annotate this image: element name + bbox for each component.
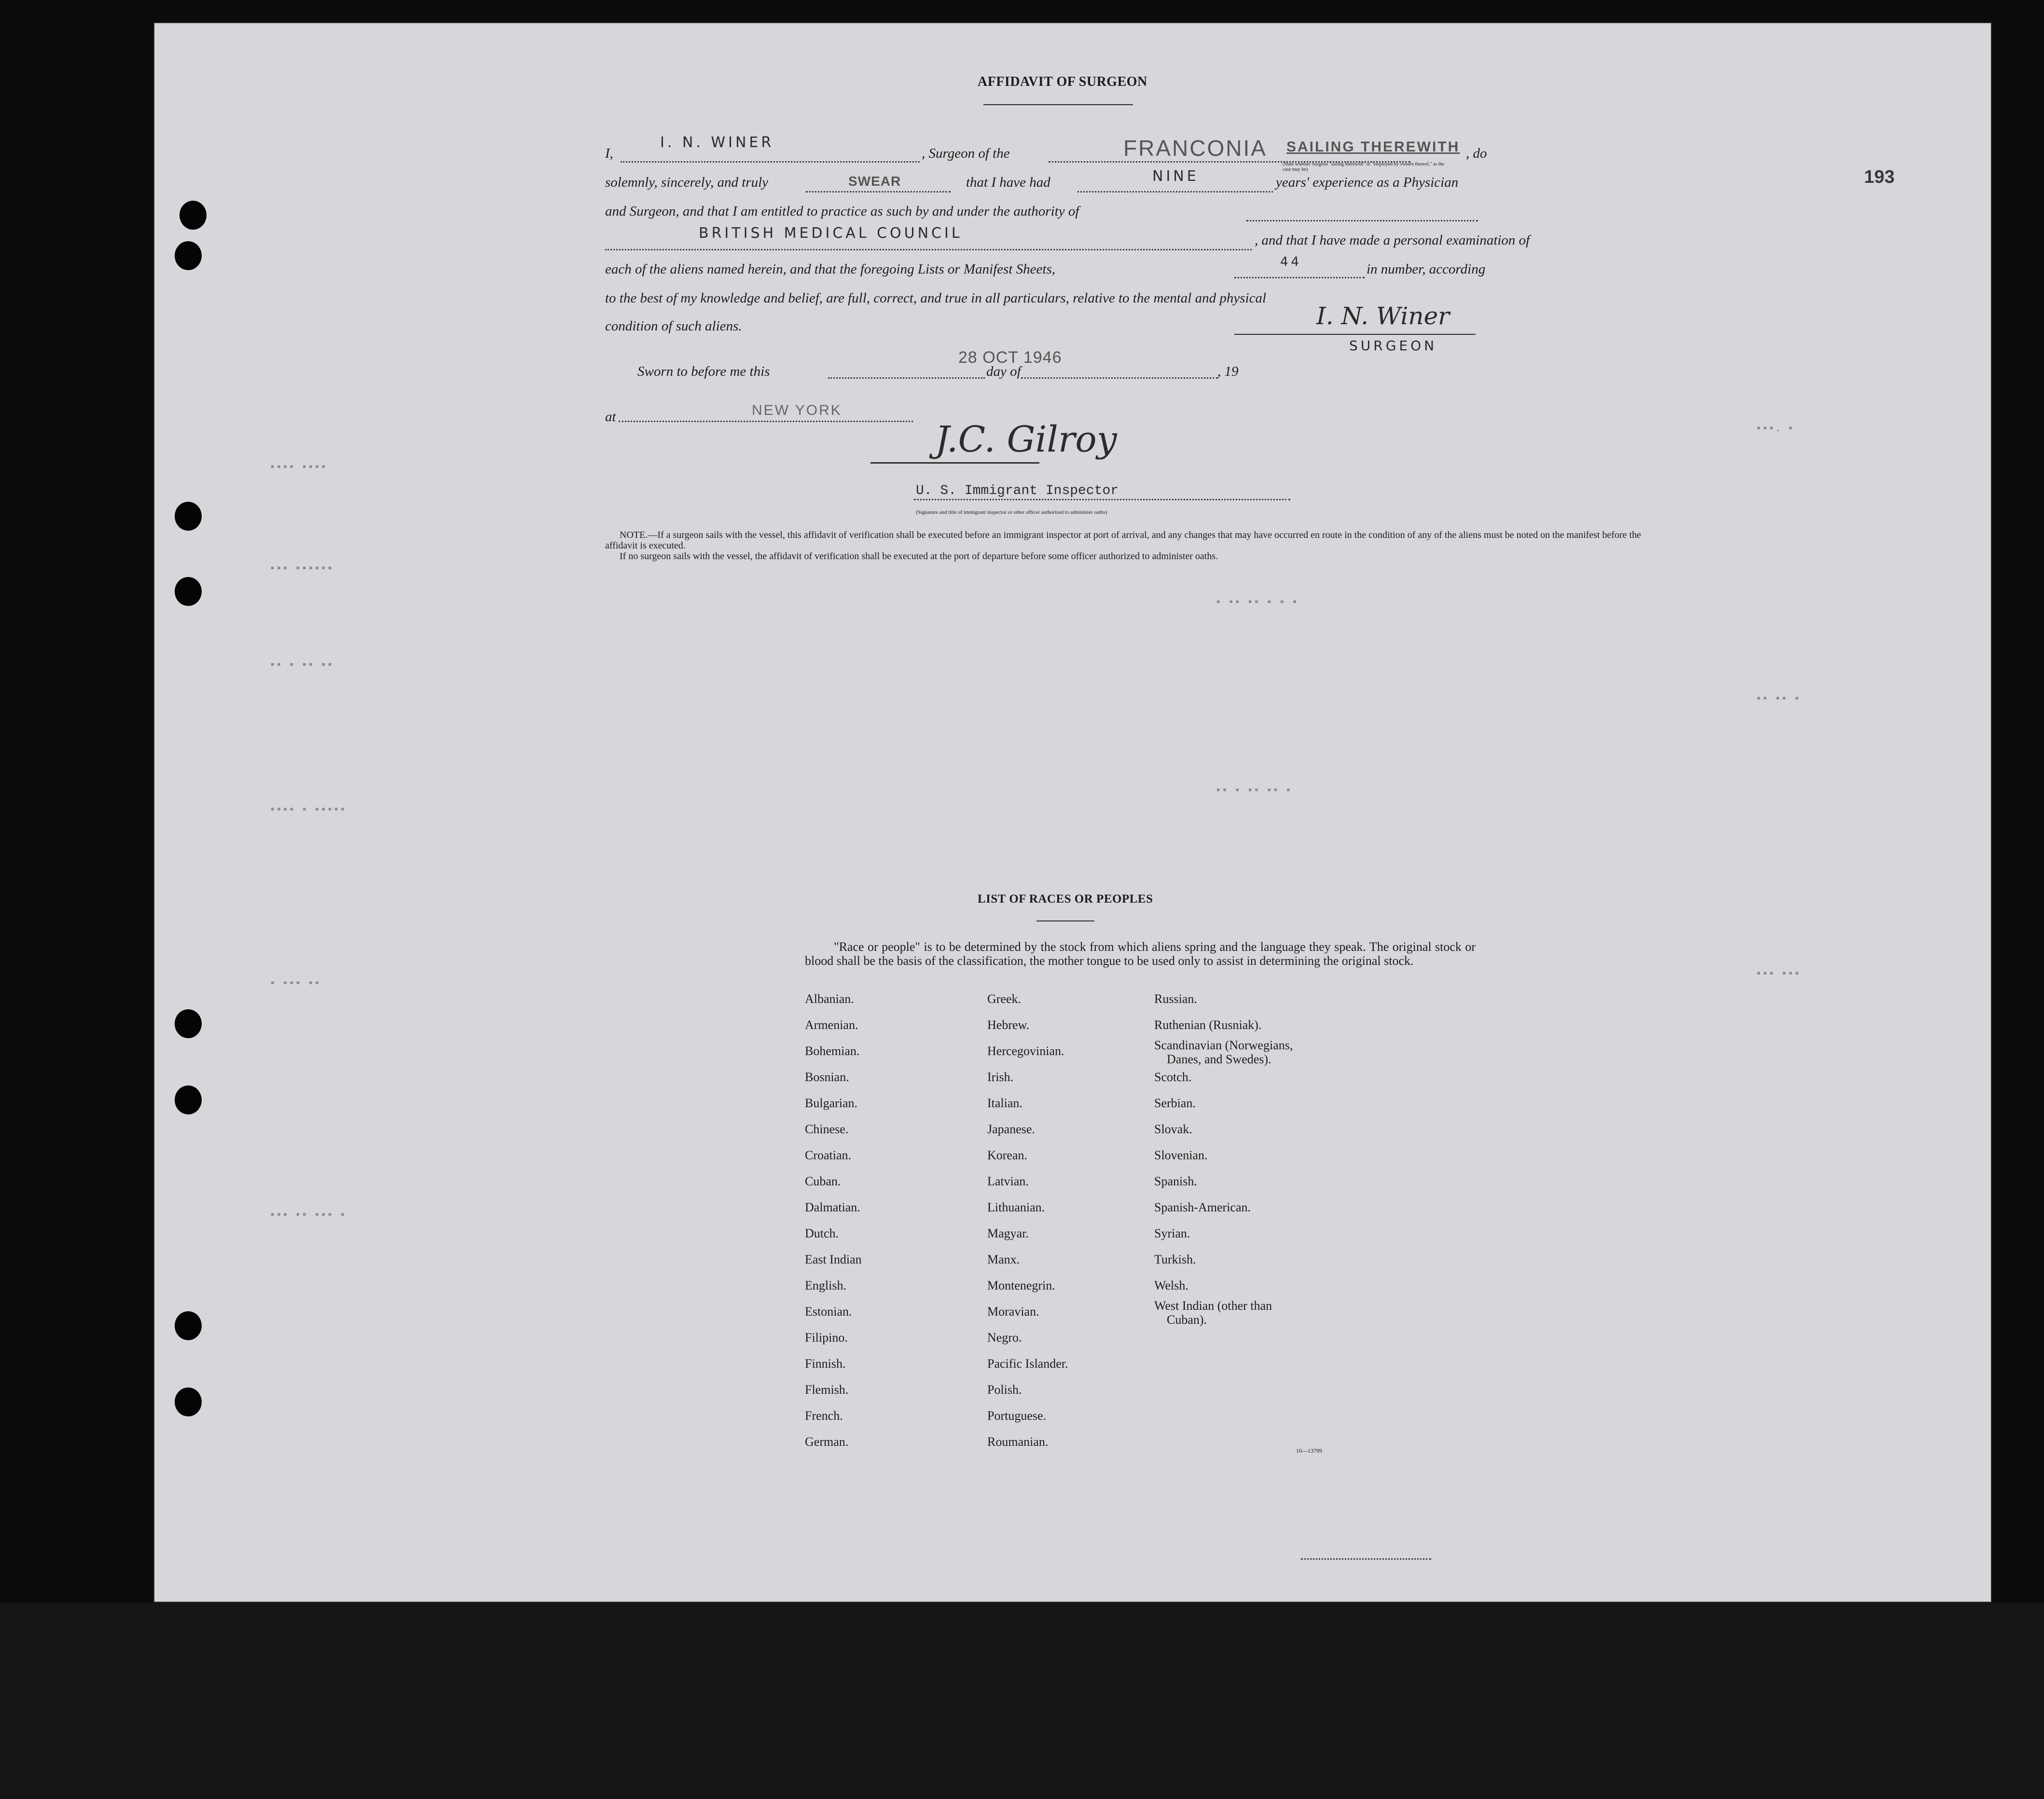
race-item: French. xyxy=(805,1409,843,1423)
bleed-through-mark: ▪▪▪. ▪ xyxy=(1755,423,1794,435)
title-rule xyxy=(983,104,1133,105)
blank-line xyxy=(1077,191,1273,192)
race-item: Irish. xyxy=(987,1070,1014,1084)
blank-line xyxy=(1021,377,1218,379)
at-label: at xyxy=(605,409,616,425)
race-item: German. xyxy=(805,1435,849,1449)
authority: BRITISH MEDICAL COUNCIL xyxy=(699,225,963,242)
bleed-through-mark: ▪▪ ▪ ▪▪ ▪▪ ▪ xyxy=(1215,784,1292,797)
race-item: Slovak. xyxy=(1154,1122,1192,1136)
race-item: Dutch. xyxy=(805,1226,839,1240)
signature-title: SURGEON xyxy=(1349,338,1437,354)
race-item: Flemish. xyxy=(805,1383,849,1397)
blank-line xyxy=(1246,220,1478,221)
surgeon-note xyxy=(605,530,1672,562)
race-item: Moravian. xyxy=(987,1305,1039,1318)
binder-hole xyxy=(175,577,202,606)
blank-line xyxy=(621,161,920,163)
race-item: Italian. xyxy=(987,1096,1022,1110)
inspector-note: (Signature and title of immigrant inspector or other officer authorized to administer oaths) xyxy=(916,509,1107,515)
race-item: Greek. xyxy=(987,992,1022,1006)
page-number: 193 xyxy=(1864,167,1895,187)
races-column-3 xyxy=(1154,986,1293,1327)
races-rule xyxy=(1036,920,1094,921)
inspector-title: U. S. Immigrant Inspector xyxy=(916,483,1119,498)
affidavit-text: in number, according xyxy=(1367,261,1486,277)
bleed-through-mark: ▪ ▪▪▪ ▪▪ xyxy=(269,977,320,989)
bleed-through-mark: ▪ ▪▪ ▪▪ ▪ ▪ ▪ xyxy=(1215,596,1298,608)
races-title: LIST OF RACES OR PEOPLES xyxy=(978,893,1153,906)
bleed-through-mark: ▪▪▪ ▪▪ ▪▪▪ ▪ xyxy=(269,1209,346,1221)
manifest-page xyxy=(153,22,1992,1603)
race-item: English. xyxy=(805,1278,846,1292)
race-item: Syrian. xyxy=(1154,1226,1190,1240)
affidavit-text: solemnly, sincerely, and truly xyxy=(605,175,769,190)
race-item: Estonian. xyxy=(805,1305,852,1318)
races-column-2 xyxy=(987,986,1068,1455)
affidavit-text: to the best of my knowledge and belief, are full, correct, and true in all particulars, relative to the mental and physical xyxy=(605,290,1267,306)
form-number: 10—13799 xyxy=(1296,1447,1322,1454)
blank-line xyxy=(828,377,985,379)
race-item: Welsh. xyxy=(1154,1278,1188,1292)
sailing-status: SAILING THEREWITH xyxy=(1286,139,1460,155)
note-paragraph-2: If no surgeon sails with the vessel, the affidavit of verification shall be executed at the port of departure before some officer authorized to administer oaths. xyxy=(620,551,1218,562)
race-item: Bohemian. xyxy=(805,1044,860,1058)
affidavit-text: each of the aliens named herein, and that the foregoing Lists or Manifest Sheets, xyxy=(605,261,1055,277)
affidavit-text: that I have had xyxy=(966,175,1050,190)
race-item: Serbian. xyxy=(1154,1096,1196,1110)
binder-hole xyxy=(175,1311,202,1340)
race-item: Negro. xyxy=(987,1331,1022,1345)
race-item: Japanese. xyxy=(987,1122,1035,1136)
affidavit-title: AFFIDAVIT OF SURGEON xyxy=(978,74,1147,89)
race-item: Manx. xyxy=(987,1252,1020,1266)
binder-hole xyxy=(175,241,202,270)
bleed-through-mark: ▪▪ ▪▪ ▪ xyxy=(1755,693,1800,705)
race-item: Pacific Islander. xyxy=(987,1357,1068,1371)
affidavit-text: I, xyxy=(605,146,613,161)
inspector-line xyxy=(914,499,1290,500)
note-paragraph-1: NOTE.—If a surgeon sails with the vessel, this affidavit of verification shall be executed before an immigrant inspector at port of arrival, and any changes that may have occurred en route in the condition of any of the aliens must be noted on the manifest before the affidavit is executed. xyxy=(605,530,1641,551)
binder-hole xyxy=(175,1009,202,1038)
sworn-text: Sworn to before me this xyxy=(637,364,770,379)
race-item: Montenegrin. xyxy=(987,1278,1055,1292)
race-item: Portuguese. xyxy=(987,1409,1047,1423)
bleed-through-mark: ▪▪▪▪ ▪ ▪▪▪▪▪ xyxy=(269,804,346,816)
sworn-text: day of xyxy=(986,364,1021,379)
blank-line xyxy=(605,249,1252,250)
race-item: Spanish. xyxy=(1154,1174,1197,1188)
signature-line xyxy=(870,462,1039,464)
race-item: Russian. xyxy=(1154,992,1197,1006)
race-item: Korean. xyxy=(987,1148,1028,1162)
race-item: Dalmatian. xyxy=(805,1200,860,1214)
inspector-signature: J.C. Gilroy xyxy=(935,419,1117,460)
races-intro: "Race or people" is to be determined by the stock from which aliens spring and the language they speak. The original stock or blood shall be the basis of the classification, the mother tongue to be used only to assist in determining the original stock. xyxy=(805,940,1476,968)
sworn-date: 28 OCT 1946 xyxy=(958,348,1062,367)
race-item: Filipino. xyxy=(805,1331,848,1345)
race-item: Roumanian. xyxy=(987,1435,1049,1449)
race-item: Bosnian. xyxy=(805,1070,849,1084)
race-item: Hebrew. xyxy=(987,1018,1030,1032)
blank-line xyxy=(619,421,913,422)
sworn-text: , 19 xyxy=(1217,364,1239,379)
sailing-note: (State whether Surgeon "sailing therewith" or "employed by owners thereof," as the case may be) xyxy=(1283,162,1444,172)
race-item: Chinese. xyxy=(805,1122,849,1136)
binder-hole xyxy=(175,1085,202,1114)
race-item: Albanian. xyxy=(805,992,854,1006)
race-item: East Indian xyxy=(805,1252,862,1266)
swear-stamp: SWEAR xyxy=(848,174,901,189)
sworn-place: NEW YORK xyxy=(752,402,842,418)
race-item: Scandinavian (Norwegians, Danes, and Swedes). xyxy=(1154,1038,1293,1066)
scan-background xyxy=(0,1603,2044,1799)
vessel-name: FRANCONIA xyxy=(1123,136,1267,161)
race-item: Croatian. xyxy=(805,1148,852,1162)
blank-line xyxy=(806,191,951,192)
affidavit-text: condition of such aliens. xyxy=(605,318,742,334)
race-item: Cuban. xyxy=(805,1174,841,1188)
race-item: Lithuanian. xyxy=(987,1200,1045,1214)
surgeon-signature: I. N. Winer xyxy=(1316,302,1450,330)
race-item: Turkish. xyxy=(1154,1252,1196,1266)
race-item: Latvian. xyxy=(987,1174,1029,1188)
race-item: Hercegovinian. xyxy=(987,1044,1064,1058)
blank-line xyxy=(1234,277,1365,278)
race-item: Slovenian. xyxy=(1154,1148,1208,1162)
years-experience: NINE xyxy=(1152,168,1199,185)
binder-hole xyxy=(175,502,202,531)
surgeon-name: I. N. WINER xyxy=(660,134,774,151)
affidavit-text: and Surgeon, and that I am entitled to practice as such by and under the authority of xyxy=(605,204,1079,219)
dotted-mark xyxy=(1301,1558,1431,1560)
race-item: Finnish. xyxy=(805,1357,846,1371)
affidavit-text: years' experience as a Physician xyxy=(1276,175,1459,190)
race-item: Spanish-American. xyxy=(1154,1200,1251,1214)
race-item: Bulgarian. xyxy=(805,1096,858,1110)
bleed-through-mark: ▪▪▪ ▪▪▪ xyxy=(1755,968,1800,980)
bleed-through-mark: ▪▪▪▪ ▪▪▪▪ xyxy=(269,461,327,473)
race-item: Armenian. xyxy=(805,1018,858,1032)
binder-hole xyxy=(175,1387,202,1416)
race-item: Magyar. xyxy=(987,1226,1029,1240)
affidavit-text: , do xyxy=(1466,146,1487,161)
bleed-through-mark: ▪▪▪ ▪▪▪▪▪▪ xyxy=(269,563,333,575)
races-column-1 xyxy=(805,986,862,1455)
race-item: Scotch. xyxy=(1154,1070,1192,1084)
race-item: West Indian (other than Cuban). xyxy=(1154,1299,1272,1327)
binder-hole xyxy=(180,201,207,230)
race-item: Ruthenian (Rusniak). xyxy=(1154,1018,1262,1032)
bleed-through-mark: ▪▪ ▪ ▪▪ ▪▪ xyxy=(269,659,333,671)
signature-line xyxy=(1234,334,1476,335)
affidavit-text: , and that I have made a personal examination of xyxy=(1255,233,1530,248)
race-item: Polish. xyxy=(987,1383,1022,1397)
sheet-count: 44 xyxy=(1280,255,1302,269)
affidavit-text: , Surgeon of the xyxy=(922,146,1010,161)
